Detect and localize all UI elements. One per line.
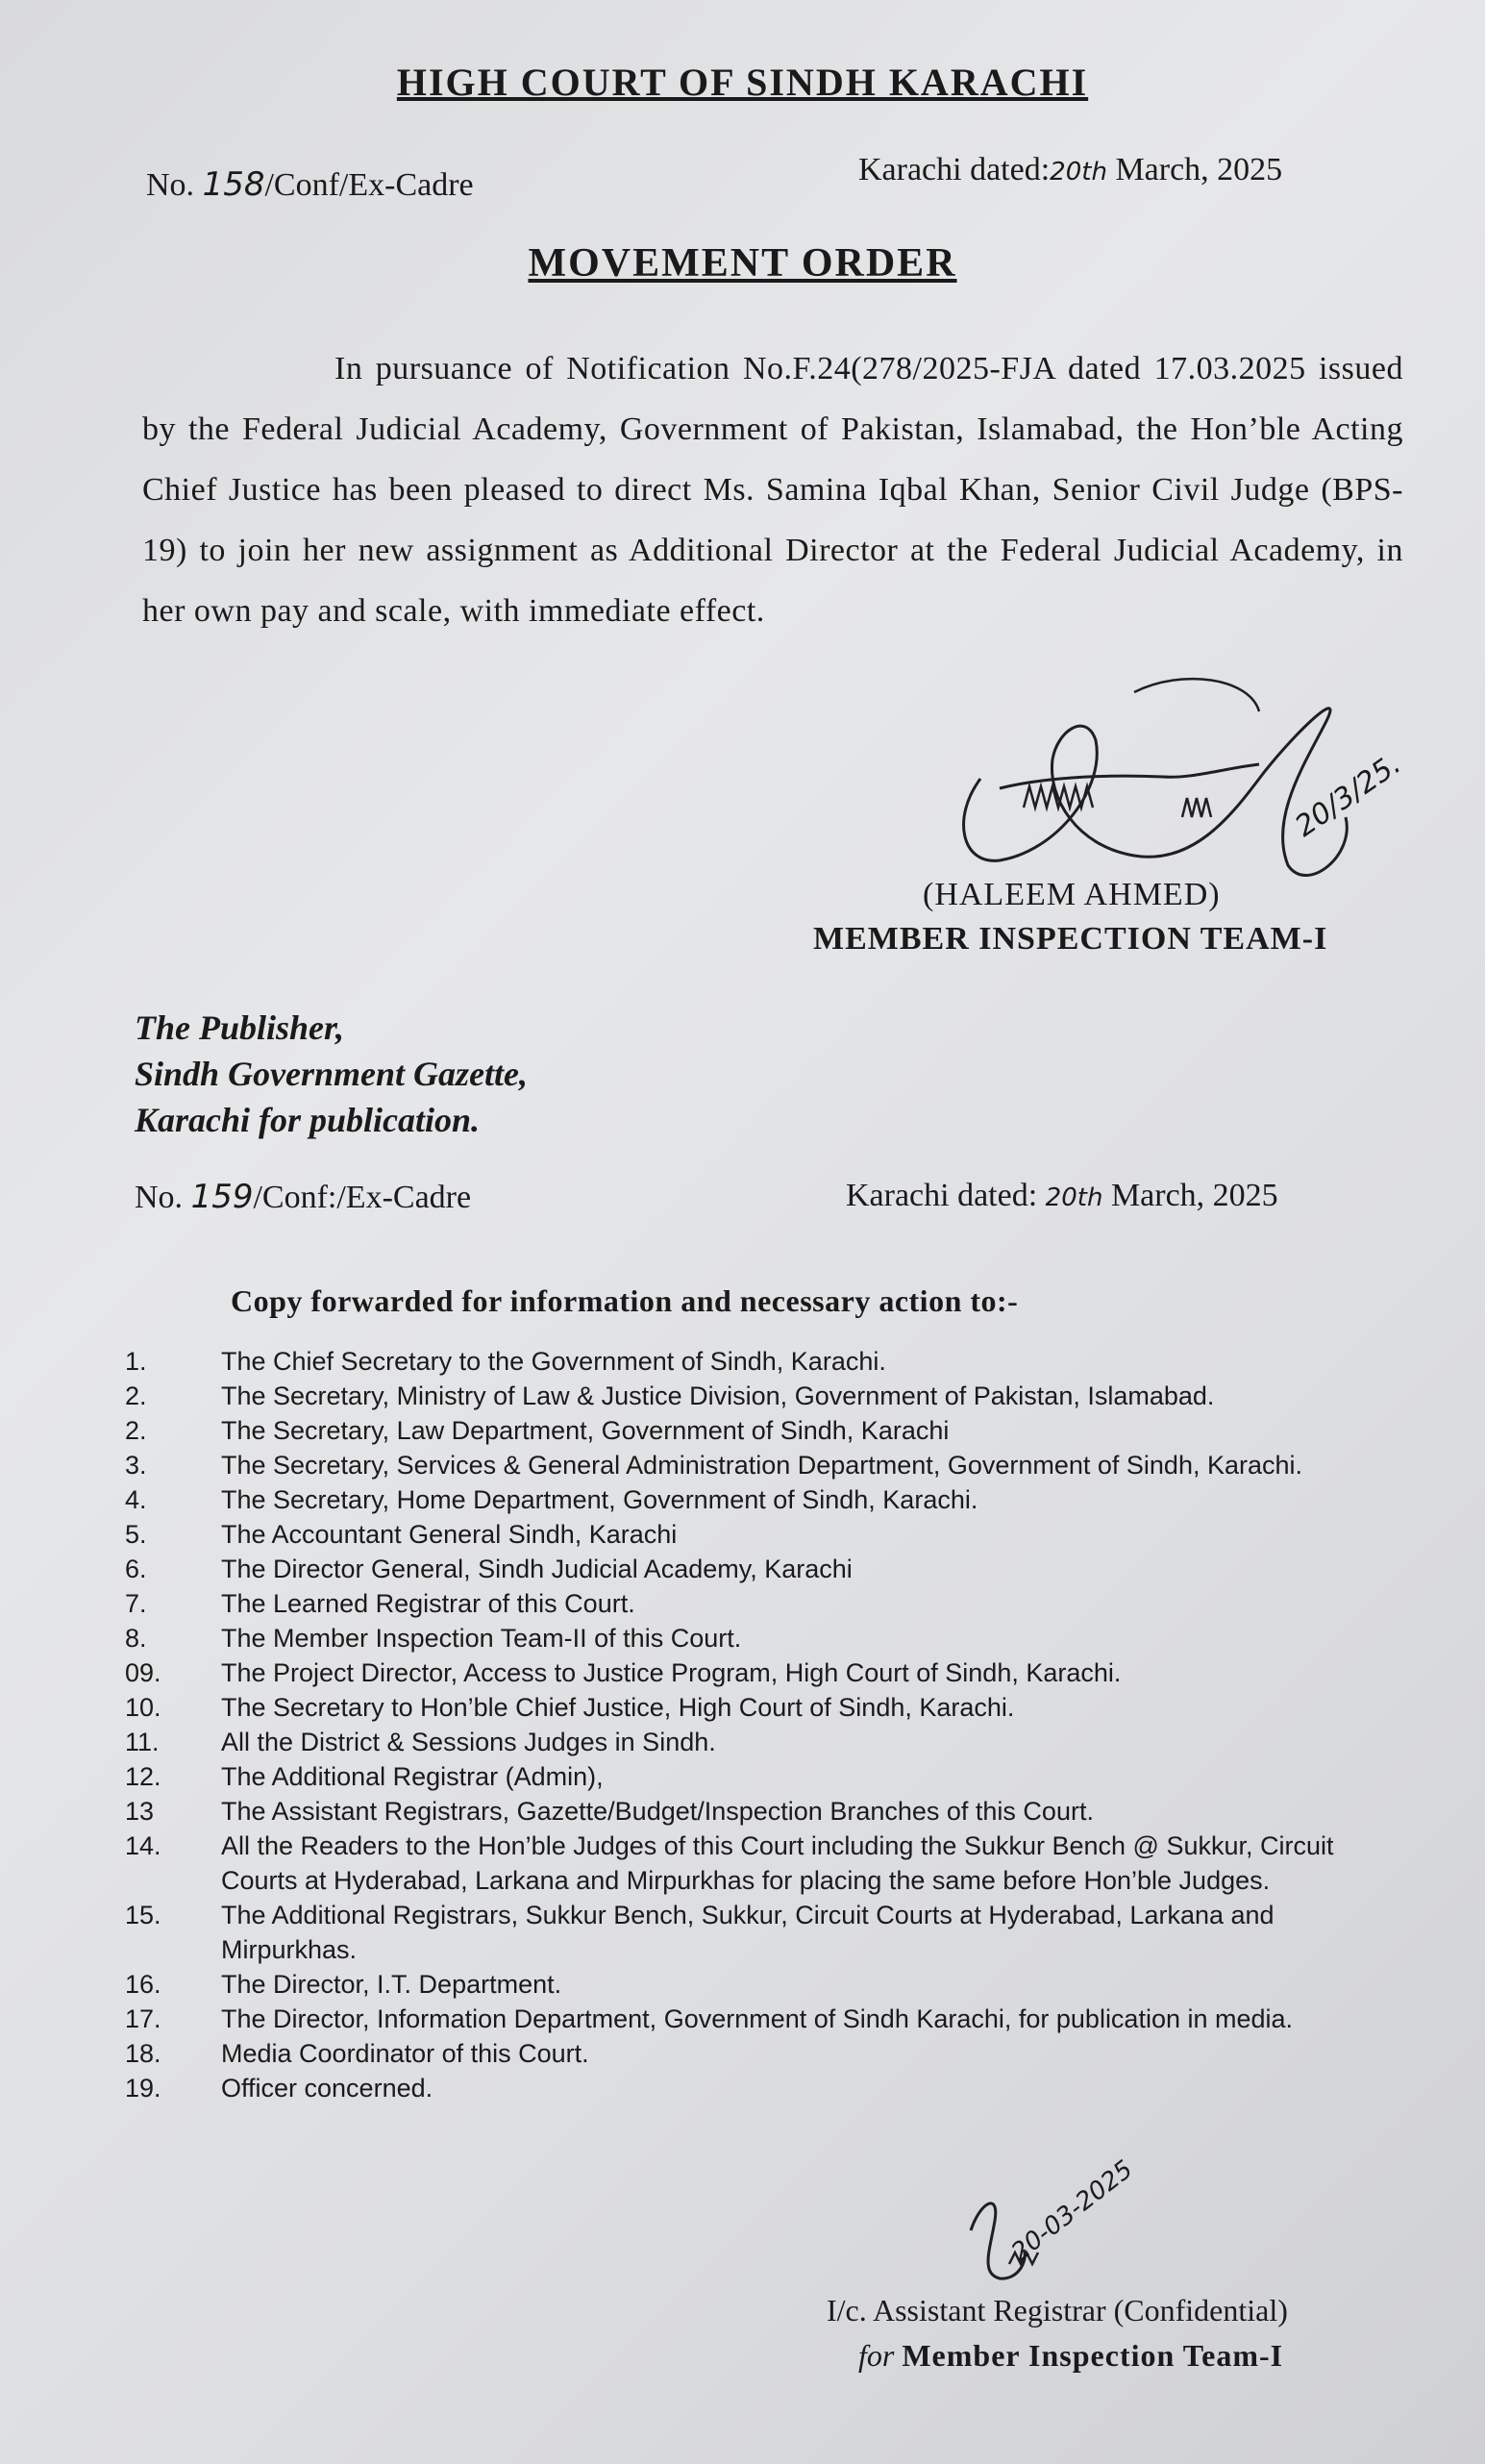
- order-title: MOVEMENT ORDER: [528, 241, 957, 286]
- list-item: [125, 1552, 1413, 1586]
- list-item-number: 14.: [125, 1831, 161, 1860]
- second-ref-number-handwritten: 159: [190, 1178, 254, 1216]
- publisher-line-2: Sindh Government Gazette,: [135, 1055, 529, 1093]
- signatory-name: (HALEEM AHMED): [923, 877, 1221, 912]
- closing-line-2: [858, 2338, 1283, 2374]
- list-item-number: 12.: [125, 1762, 161, 1791]
- list-item-number: 13: [125, 1797, 155, 1826]
- list-item-text: The Accountant General Sindh, Karachi: [221, 1520, 678, 1549]
- list-item-number: 8.: [125, 1624, 147, 1653]
- list-item: [125, 1759, 1413, 1794]
- list-item: [125, 1967, 1413, 2002]
- signature-date-handwritten: 20/3/25.: [1289, 747, 1407, 844]
- list-item: [125, 1344, 1413, 1379]
- list-item-text: Media Coordinator of this Court.: [221, 2039, 589, 2068]
- list-item-text: The Learned Registrar of this Court.: [221, 1589, 635, 1618]
- list-item-number: 3.: [125, 1451, 147, 1480]
- second-order-date: [846, 1178, 1278, 1214]
- date-prefix: Karachi dated:: [858, 152, 1051, 187]
- list-item-text: The Director, I.T. Department.: [221, 1970, 562, 1999]
- list-item-number: 17.: [125, 2004, 161, 2033]
- list-item-number: 16.: [125, 1970, 161, 1999]
- list-item: [125, 1690, 1413, 1725]
- second-date-prefix: Karachi dated:: [846, 1178, 1038, 1213]
- list-item: [125, 1621, 1413, 1655]
- closing-member: Member Inspection Team-I: [902, 2338, 1284, 2373]
- list-item: [125, 1898, 1413, 1967]
- list-item-text: The Secretary, Services & General Administration Department, Government of Sindh, Karachi.: [221, 1451, 1303, 1480]
- list-item-number: 5.: [125, 1520, 147, 1549]
- list-item: [125, 1517, 1413, 1552]
- closing-line-1: I/c. Assistant Registrar (Confidential): [827, 2293, 1288, 2327]
- list-item-text: The Chief Secretary to the Government of Sindh, Karachi.: [221, 1347, 886, 1376]
- list-item-text: The Secretary to Hon’ble Chief Justice, High Court of Sindh, Karachi.: [221, 1693, 1015, 1722]
- list-item-text: The Secretary, Home Department, Government of Sindh, Karachi.: [221, 1485, 978, 1514]
- list-item-number: 6.: [125, 1555, 147, 1583]
- list-item-number: 7.: [125, 1589, 147, 1618]
- list-item: [125, 1725, 1413, 1759]
- list-item-text: Officer concerned.: [221, 2074, 433, 2103]
- list-item-number: 2.: [125, 1381, 147, 1410]
- list-item-text: The Additional Registrar (Admin),: [221, 1762, 604, 1791]
- ref-suffix: /Conf/Ex-Cadre: [264, 167, 474, 203]
- ref-number-handwritten: 158: [202, 165, 265, 204]
- distribution-list: [125, 1344, 1413, 2105]
- list-item-number: 11.: [125, 1728, 160, 1756]
- list-item-number: 18.: [125, 2039, 161, 2068]
- list-item: [125, 1829, 1413, 1898]
- list-item-text: All the Readers to the Hon’ble Judges of this Court including the Sukkur Bench @ Sukkur, Circuit Courts at Hyderabad, Larkana and Mirpurkhas for placing the same before Hon’ble Judges.: [221, 1831, 1334, 1895]
- second-ref-suffix: /Conf:/Ex-Cadre: [253, 1180, 472, 1215]
- list-item-number: 19.: [125, 2074, 161, 2103]
- second-date-day-handwritten: 20th: [1045, 1183, 1103, 1212]
- list-item-text: The Additional Registrars, Sukkur Bench, Sukkur, Circuit Courts at Hyderabad, Larkana and Mirpurkhas.: [221, 1901, 1275, 1964]
- list-item: [125, 1482, 1413, 1517]
- list-item-text: The Secretary, Law Department, Government of Sindh, Karachi: [221, 1416, 950, 1445]
- list-item: [125, 1655, 1413, 1690]
- court-title: HIGH COURT OF SINDH KARACHI: [396, 61, 1089, 104]
- list-item: [125, 1379, 1413, 1413]
- list-item-number: 10.: [125, 1693, 161, 1722]
- list-item-number: 1.: [125, 1347, 147, 1376]
- list-item: [125, 1794, 1413, 1829]
- list-item-number: 15.: [125, 1901, 161, 1929]
- publisher-address: [135, 1005, 528, 1143]
- date-day-handwritten: 20th: [1050, 158, 1107, 187]
- order-paragraph: In pursuance of Notification No.F.24(278/2025-FJA dated 17.03.2025 issued by the Federal Judicial Academy, Government of Pakistan, Islamabad, the Hon’ble Acting Chief Justice has been pleased to direct Ms. Samina Iqbal Khan, Senior Civil Judge (BPS-19) to join her new assignment as Additional Director at the Federal Judicial Academy, in her own pay and scale, with immediate effect.: [142, 351, 1403, 629]
- order-date: [858, 152, 1282, 188]
- date-suffix: March, 2025: [1115, 152, 1283, 187]
- list-item: [125, 1413, 1413, 1448]
- list-item-text: All the District & Sessions Judges in Sindh.: [221, 1728, 716, 1756]
- copy-forwarded-heading: Copy forwarded for information and necessary action to:-: [231, 1283, 1019, 1318]
- list-item: [125, 2036, 1413, 2071]
- list-item-text: The Director General, Sindh Judicial Academy, Karachi: [221, 1555, 853, 1583]
- list-item-text: The Member Inspection Team-II of this Court.: [221, 1624, 742, 1653]
- list-item-text: The Project Director, Access to Justice Program, High Court of Sindh, Karachi.: [221, 1658, 1122, 1687]
- list-item-text: The Secretary, Ministry of Law & Justice Division, Government of Pakistan, Islamabad.: [221, 1381, 1215, 1410]
- list-item: [125, 1586, 1413, 1621]
- reference-number: [146, 165, 474, 204]
- list-item-number: 2.: [125, 1416, 147, 1445]
- closing-for: for: [858, 2338, 895, 2373]
- list-item: [125, 2002, 1413, 2036]
- list-item-text: The Assistant Registrars, Gazette/Budget/Inspection Branches of this Court.: [221, 1797, 1094, 1826]
- second-date-suffix: March, 2025: [1110, 1178, 1278, 1213]
- publisher-line-1: The Publisher,: [135, 1008, 345, 1047]
- list-item-text: The Director, Information Department, Government of Sindh Karachi, for publication in media.: [221, 2004, 1294, 2033]
- list-item: [125, 2071, 1413, 2105]
- publisher-line-3: Karachi for publication.: [135, 1101, 481, 1139]
- list-item-number: 4.: [125, 1485, 147, 1514]
- list-item-number: 09.: [125, 1658, 161, 1687]
- second-reference-number: [135, 1178, 471, 1216]
- closing-signature-date-handwritten: 20-03-2025: [1005, 2154, 1139, 2268]
- list-item: [125, 1448, 1413, 1482]
- signatory-designation: MEMBER INSPECTION TEAM-I: [813, 921, 1328, 957]
- ref-prefix: No.: [146, 167, 195, 203]
- second-ref-prefix: No.: [135, 1180, 184, 1215]
